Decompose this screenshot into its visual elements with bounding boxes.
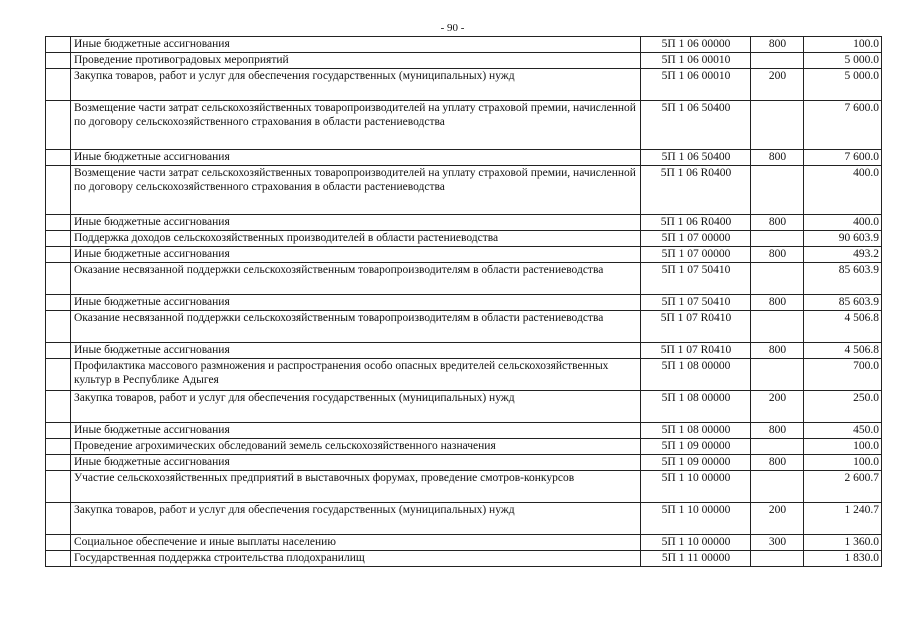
target-code-cell: 5П 1 07 50410 xyxy=(641,295,751,311)
budget-table-body xyxy=(46,37,882,567)
row-number-cell xyxy=(46,37,71,53)
table-row xyxy=(46,551,882,567)
expense-name-cell: Иные бюджетные ассигнования xyxy=(71,215,641,231)
expense-type-cell xyxy=(751,166,804,215)
expense-name-cell: Закупка товаров, работ и услуг для обеспечения государственных (муниципальных) нужд xyxy=(71,69,641,101)
expense-type-cell: 800 xyxy=(751,37,804,53)
target-code-cell: 5П 1 07 50410 xyxy=(641,263,751,295)
expense-type-cell xyxy=(751,359,804,391)
expense-name-cell: Иные бюджетные ассигнования xyxy=(71,455,641,471)
target-code-cell: 5П 1 06 R0400 xyxy=(641,215,751,231)
table-row xyxy=(46,69,882,101)
amount-cell: 700.0 xyxy=(804,359,882,391)
expense-type-cell: 800 xyxy=(751,215,804,231)
target-code-cell: 5П 1 10 00000 xyxy=(641,471,751,503)
row-number-cell xyxy=(46,359,71,391)
row-number-cell xyxy=(46,423,71,439)
expense-type-cell: 200 xyxy=(751,391,804,423)
target-code-cell: 5П 1 06 50400 xyxy=(641,101,751,150)
table-row xyxy=(46,37,882,53)
budget-table xyxy=(45,36,882,567)
amount-cell: 90 603.9 xyxy=(804,231,882,247)
table-row xyxy=(46,503,882,535)
amount-cell: 2 600.7 xyxy=(804,471,882,503)
expense-name-cell: Государственная поддержка строительства плодохранилищ xyxy=(71,551,641,567)
table-row xyxy=(46,311,882,343)
table-row xyxy=(46,101,882,150)
row-number-cell xyxy=(46,503,71,535)
row-number-cell xyxy=(46,439,71,455)
table-row xyxy=(46,391,882,423)
amount-cell: 400.0 xyxy=(804,166,882,215)
amount-cell: 7 600.0 xyxy=(804,150,882,166)
row-number-cell xyxy=(46,471,71,503)
expense-name-cell: Иные бюджетные ассигнования xyxy=(71,37,641,53)
expense-type-cell: 800 xyxy=(751,455,804,471)
table-row xyxy=(46,535,882,551)
amount-cell: 1 830.0 xyxy=(804,551,882,567)
expense-type-cell: 200 xyxy=(751,503,804,535)
row-number-cell xyxy=(46,263,71,295)
amount-cell: 400.0 xyxy=(804,215,882,231)
target-code-cell: 5П 1 06 00000 xyxy=(641,37,751,53)
table-row xyxy=(46,150,882,166)
expense-type-cell: 800 xyxy=(751,423,804,439)
target-code-cell: 5П 1 11 00000 xyxy=(641,551,751,567)
expense-name-cell: Иные бюджетные ассигнования xyxy=(71,150,641,166)
table-row xyxy=(46,423,882,439)
amount-cell: 100.0 xyxy=(804,455,882,471)
row-number-cell xyxy=(46,166,71,215)
amount-cell: 1 360.0 xyxy=(804,535,882,551)
row-number-cell xyxy=(46,101,71,150)
target-code-cell: 5П 1 06 50400 xyxy=(641,150,751,166)
expense-name-cell: Иные бюджетные ассигнования xyxy=(71,247,641,263)
expense-type-cell: 800 xyxy=(751,343,804,359)
amount-cell: 7 600.0 xyxy=(804,101,882,150)
target-code-cell: 5П 1 08 00000 xyxy=(641,423,751,439)
expense-type-cell xyxy=(751,53,804,69)
target-code-cell: 5П 1 07 R0410 xyxy=(641,311,751,343)
row-number-cell xyxy=(46,215,71,231)
expense-type-cell xyxy=(751,439,804,455)
expense-name-cell: Проведение противоградовых мероприятий xyxy=(71,53,641,69)
row-number-cell xyxy=(46,53,71,69)
amount-cell: 250.0 xyxy=(804,391,882,423)
row-number-cell xyxy=(46,247,71,263)
amount-cell: 5 000.0 xyxy=(804,53,882,69)
table-row xyxy=(46,263,882,295)
expense-type-cell xyxy=(751,551,804,567)
row-number-cell xyxy=(46,455,71,471)
row-number-cell xyxy=(46,311,71,343)
expense-name-cell: Проведение агрохимических обследований земель сельскохозяйственного назначения xyxy=(71,439,641,455)
expense-type-cell xyxy=(751,263,804,295)
amount-cell: 100.0 xyxy=(804,439,882,455)
expense-name-cell: Иные бюджетные ассигнования xyxy=(71,423,641,439)
amount-cell: 85 603.9 xyxy=(804,263,882,295)
target-code-cell: 5П 1 06 00010 xyxy=(641,53,751,69)
table-row xyxy=(46,231,882,247)
expense-name-cell: Иные бюджетные ассигнования xyxy=(71,343,641,359)
amount-cell: 5 000.0 xyxy=(804,69,882,101)
amount-cell: 4 506.8 xyxy=(804,343,882,359)
table-row xyxy=(46,295,882,311)
table-row xyxy=(46,439,882,455)
table-row xyxy=(46,53,882,69)
expense-type-cell: 800 xyxy=(751,150,804,166)
row-number-cell xyxy=(46,343,71,359)
expense-name-cell: Оказание несвязанной поддержки сельскохозяйственным товаропроизводителям в области растениеводства xyxy=(71,311,641,343)
table-row xyxy=(46,166,882,215)
expense-name-cell: Возмещение части затрат сельскохозяйственных товаропроизводителей на уплату страховой премии, начисленной по договору сельскохозяйственного страхования в области растениеводства xyxy=(71,166,641,215)
target-code-cell: 5П 1 10 00000 xyxy=(641,503,751,535)
expense-type-cell xyxy=(751,311,804,343)
expense-name-cell: Иные бюджетные ассигнования xyxy=(71,295,641,311)
expense-type-cell: 200 xyxy=(751,69,804,101)
row-number-cell xyxy=(46,150,71,166)
target-code-cell: 5П 1 06 R0400 xyxy=(641,166,751,215)
target-code-cell: 5П 1 08 00000 xyxy=(641,391,751,423)
expense-type-cell: 300 xyxy=(751,535,804,551)
amount-cell: 4 506.8 xyxy=(804,311,882,343)
target-code-cell: 5П 1 06 00010 xyxy=(641,69,751,101)
row-number-cell xyxy=(46,391,71,423)
row-number-cell xyxy=(46,69,71,101)
row-number-cell xyxy=(46,231,71,247)
target-code-cell: 5П 1 07 R0410 xyxy=(641,343,751,359)
amount-cell: 100.0 xyxy=(804,37,882,53)
expense-type-cell: 800 xyxy=(751,295,804,311)
row-number-cell xyxy=(46,295,71,311)
expense-name-cell: Оказание несвязанной поддержки сельскохозяйственным товаропроизводителям в области растениеводства xyxy=(71,263,641,295)
row-number-cell xyxy=(46,551,71,567)
target-code-cell: 5П 1 07 00000 xyxy=(641,247,751,263)
table-row xyxy=(46,343,882,359)
amount-cell: 493.2 xyxy=(804,247,882,263)
target-code-cell: 5П 1 09 00000 xyxy=(641,455,751,471)
expense-type-cell xyxy=(751,471,804,503)
expense-name-cell: Профилактика массового размножения и распространения особо опасных вредителей сельскохозяйственных культур в Республике Адыгея xyxy=(71,359,641,391)
expense-type-cell: 800 xyxy=(751,247,804,263)
table-row xyxy=(46,247,882,263)
table-row xyxy=(46,455,882,471)
amount-cell: 85 603.9 xyxy=(804,295,882,311)
expense-name-cell: Закупка товаров, работ и услуг для обеспечения государственных (муниципальных) нужд xyxy=(71,503,641,535)
expense-type-cell xyxy=(751,101,804,150)
row-number-cell xyxy=(46,535,71,551)
expense-type-cell xyxy=(751,231,804,247)
target-code-cell: 5П 1 07 00000 xyxy=(641,231,751,247)
expense-name-cell: Возмещение части затрат сельскохозяйственных товаропроизводителей на уплату страховой премии, начисленной по договору сельскохозяйственного страхования в области растениеводства xyxy=(71,101,641,150)
table-row xyxy=(46,471,882,503)
table-row xyxy=(46,359,882,391)
table-row xyxy=(46,215,882,231)
expense-name-cell: Участие сельскохозяйственных предприятий в выставочных форумах, проведение смотров-конкурсов xyxy=(71,471,641,503)
target-code-cell: 5П 1 08 00000 xyxy=(641,359,751,391)
amount-cell: 450.0 xyxy=(804,423,882,439)
expense-name-cell: Поддержка доходов сельскохозяйственных производителей в области растениеводства xyxy=(71,231,641,247)
amount-cell: 1 240.7 xyxy=(804,503,882,535)
expense-name-cell: Закупка товаров, работ и услуг для обеспечения государственных (муниципальных) нужд xyxy=(71,391,641,423)
target-code-cell: 5П 1 10 00000 xyxy=(641,535,751,551)
page-number: - 90 - xyxy=(440,22,465,34)
target-code-cell: 5П 1 09 00000 xyxy=(641,439,751,455)
expense-name-cell: Социальное обеспечение и иные выплаты населению xyxy=(71,535,641,551)
